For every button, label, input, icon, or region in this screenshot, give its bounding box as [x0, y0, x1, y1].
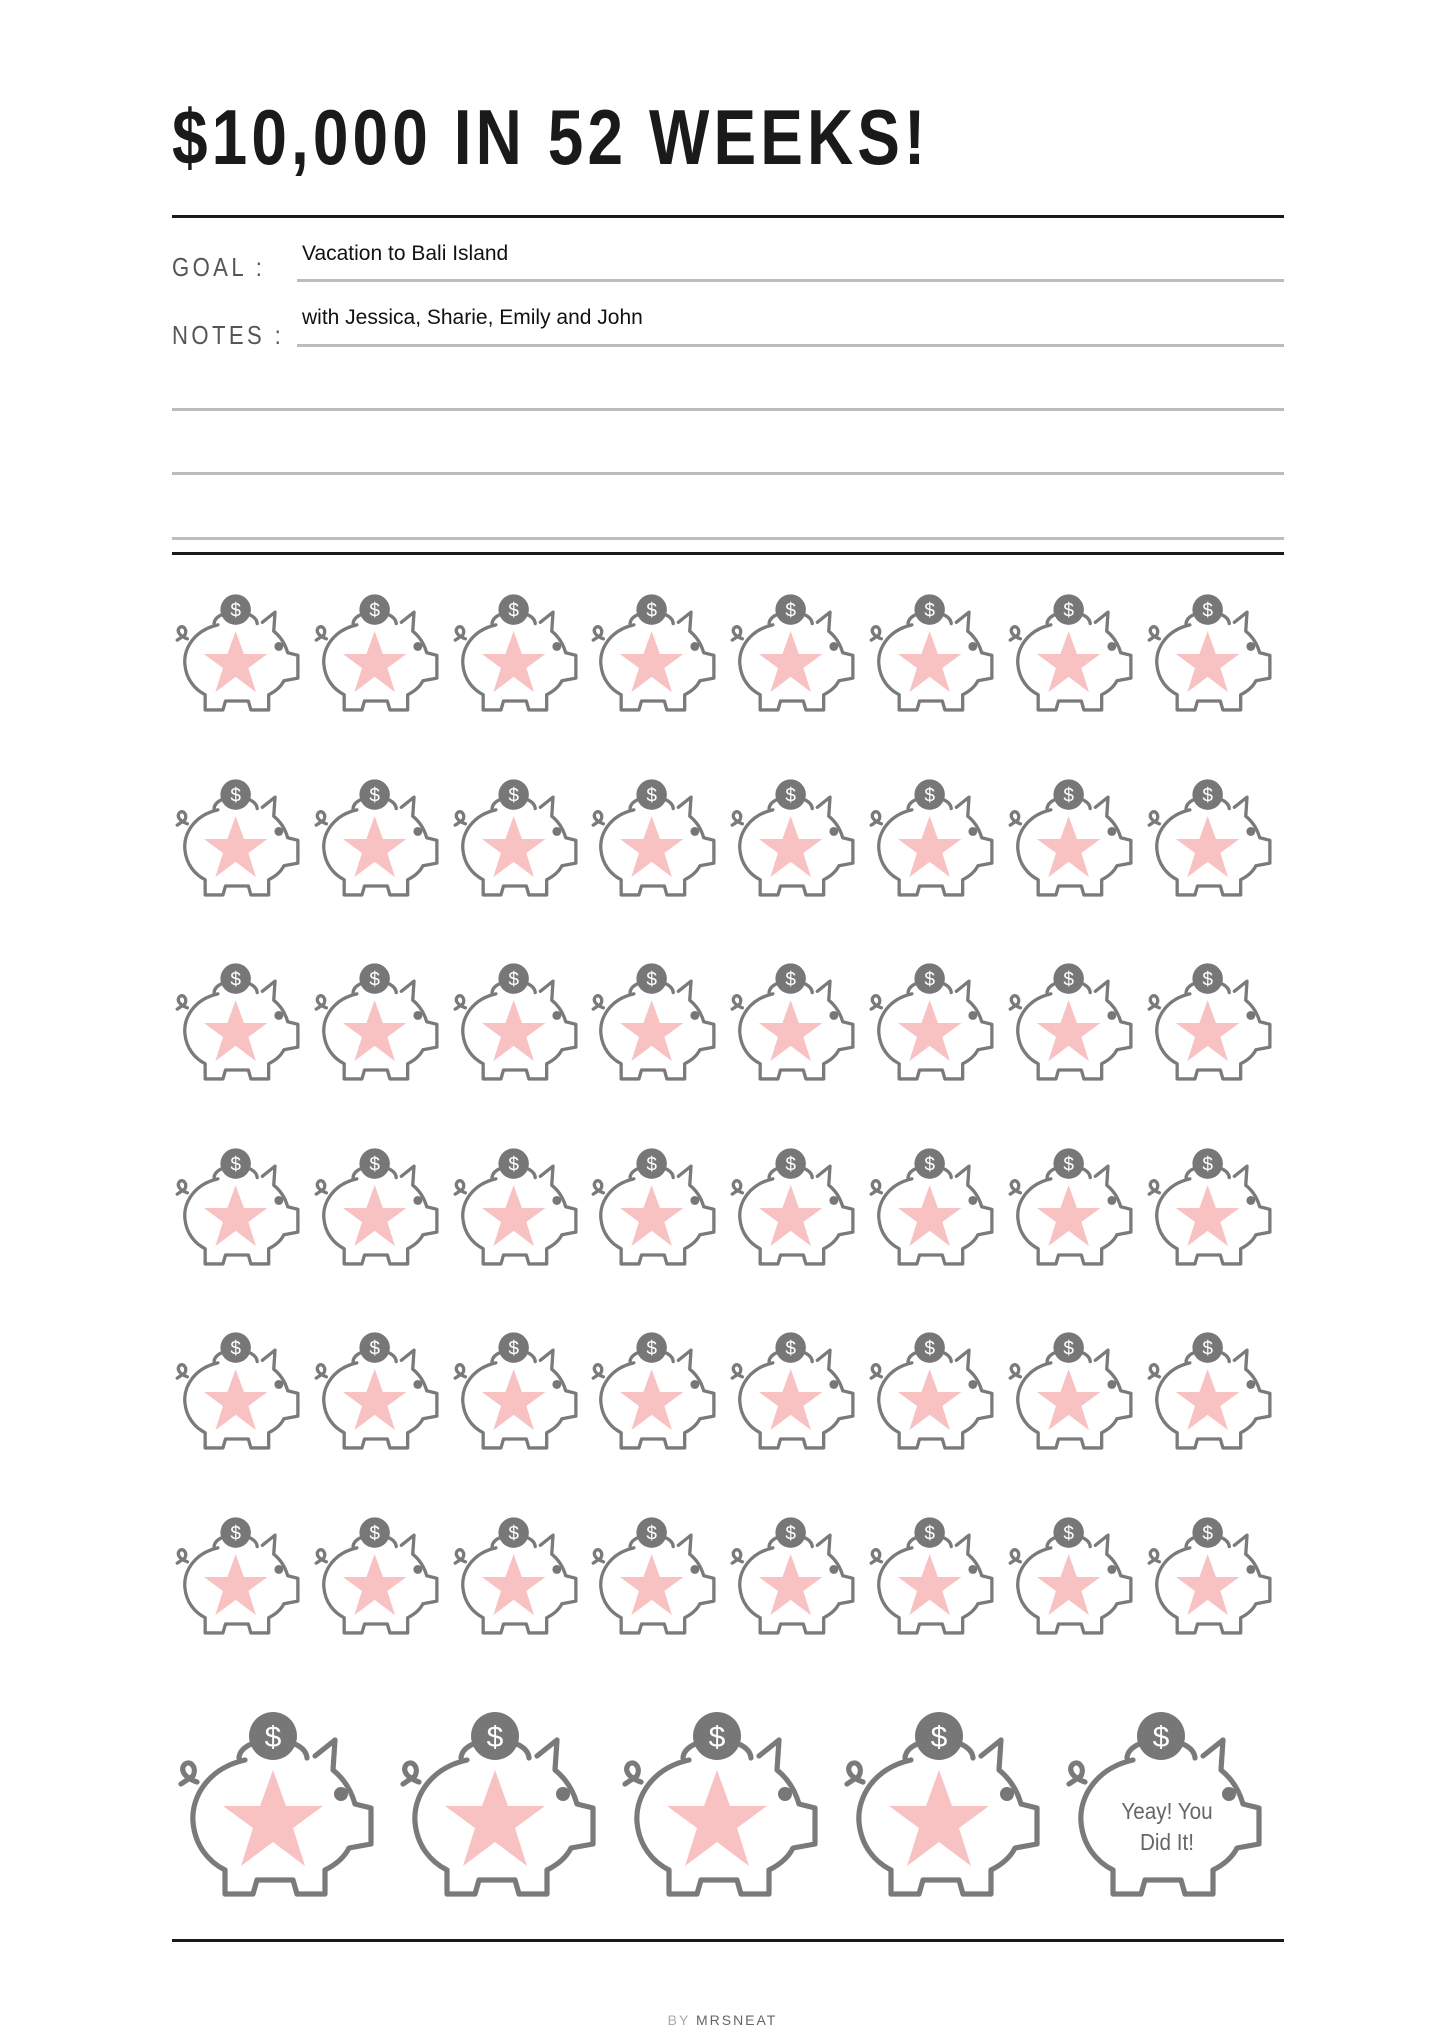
- week-pig-5[interactable]: [727, 588, 867, 715]
- piggy-bank-icon: [594, 1148, 715, 1264]
- piggy-bank-icon: [732, 1333, 853, 1449]
- week-pig-32[interactable]: [1144, 1142, 1284, 1269]
- piggy-bank-icon: [1010, 1148, 1131, 1264]
- week-pig-36[interactable]: [588, 1326, 728, 1453]
- week-pig-25[interactable]: [172, 1142, 312, 1269]
- piggy-bank-icon: [455, 1148, 576, 1264]
- final-message: [1100, 1796, 1235, 1858]
- piggy-bank-icon: [177, 1148, 298, 1264]
- week-pig-13[interactable]: [727, 773, 867, 900]
- week-pig-15[interactable]: [1005, 773, 1145, 900]
- week-pig-20[interactable]: [588, 957, 728, 1084]
- piggy-bank-icon: [594, 779, 715, 895]
- week-pig-38[interactable]: [866, 1326, 1006, 1453]
- piggy-bank-icon: [732, 1517, 853, 1633]
- piggy-bank-icon: [1010, 594, 1131, 710]
- week-pig-12[interactable]: [588, 773, 728, 900]
- piggy-bank-icon: [1010, 1333, 1131, 1449]
- piggy-bank-icon: [1149, 594, 1270, 710]
- week-pig-10[interactable]: [311, 773, 451, 900]
- notes-field[interactable]: with Jessica, Sharie, Emily and John: [302, 306, 643, 329]
- piggy-bank-icon: [1149, 779, 1270, 895]
- week-pig-24[interactable]: [1144, 957, 1284, 1084]
- piggy-bank-icon: [1149, 964, 1270, 1080]
- week-pig-26[interactable]: [311, 1142, 451, 1269]
- week-pig-31[interactable]: [1005, 1142, 1145, 1269]
- piggy-bank-icon: [403, 1712, 593, 1894]
- piggy-bank-icon: [316, 1333, 437, 1449]
- week-pig-40[interactable]: [1144, 1326, 1284, 1453]
- notes-label: NOTES :: [172, 320, 285, 350]
- piggy-bank-icon: [455, 1517, 576, 1633]
- week-pig-34[interactable]: [311, 1326, 451, 1453]
- piggy-bank-icon: [625, 1712, 815, 1894]
- week-pig-22[interactable]: [866, 957, 1006, 1084]
- piggy-bank-icon: [177, 779, 298, 895]
- piggy-bank-icon: [847, 1712, 1037, 1894]
- week-pig-14[interactable]: [866, 773, 1006, 900]
- notes-line: [172, 408, 1284, 411]
- piggy-bank-icon: [316, 779, 437, 895]
- week-pig-49[interactable]: [172, 1702, 394, 1902]
- footer-by: BY: [667, 2012, 691, 2028]
- week-pig-41[interactable]: [172, 1511, 312, 1638]
- piggy-bank-icon: [177, 964, 298, 1080]
- piggy-bank-icon: [455, 594, 576, 710]
- piggy-bank-icon: [732, 1148, 853, 1264]
- week-pig-3[interactable]: [450, 588, 590, 715]
- piggy-bank-icon: [871, 964, 992, 1080]
- week-pig-45[interactable]: [727, 1511, 867, 1638]
- piggy-bank-icon: [455, 1333, 576, 1449]
- piggy-bank-icon: [732, 964, 853, 1080]
- week-pig-39[interactable]: [1005, 1326, 1145, 1453]
- week-pig-2[interactable]: [311, 588, 451, 715]
- piggy-bank-icon: [594, 1333, 715, 1449]
- piggy-bank-icon: [871, 594, 992, 710]
- piggy-bank-icon: [1149, 1333, 1270, 1449]
- week-pig-43[interactable]: [450, 1511, 590, 1638]
- piggy-bank-icon: [316, 964, 437, 1080]
- week-pig-21[interactable]: [727, 957, 867, 1084]
- week-pig-42[interactable]: [311, 1511, 451, 1638]
- piggy-bank-icon: [871, 1517, 992, 1633]
- final-message-line1: Yeay! You: [1121, 1798, 1213, 1824]
- title-divider: [172, 215, 1284, 218]
- week-pig-30[interactable]: [866, 1142, 1006, 1269]
- week-pig-7[interactable]: [1005, 588, 1145, 715]
- week-pig-4[interactable]: [588, 588, 728, 715]
- week-pig-35[interactable]: [450, 1326, 590, 1453]
- piggy-bank-icon: [1010, 779, 1131, 895]
- week-pig-9[interactable]: [172, 773, 312, 900]
- week-pig-17[interactable]: [172, 957, 312, 1084]
- piggy-bank-icon: [1149, 1517, 1270, 1633]
- final-message-line2: Did It!: [1139, 1829, 1195, 1855]
- week-pig-19[interactable]: [450, 957, 590, 1084]
- goal-label: GOAL :: [172, 252, 266, 282]
- piggy-bank-icon: [177, 594, 298, 710]
- piggy-bank-icon: [594, 1517, 715, 1633]
- week-pig-50[interactable]: [394, 1702, 616, 1902]
- week-pig-37[interactable]: [727, 1326, 867, 1453]
- piggy-bank-icon: [177, 1517, 298, 1633]
- piggy-bank-icon: [455, 964, 576, 1080]
- notes-underline: [297, 344, 1284, 347]
- week-pig-44[interactable]: [588, 1511, 728, 1638]
- footer-brand: MRSNEAT: [695, 2012, 778, 2028]
- week-pig-51[interactable]: [616, 1702, 838, 1902]
- week-pig-8[interactable]: [1144, 588, 1284, 715]
- notes-line: [172, 537, 1284, 540]
- goal-underline: [297, 279, 1284, 282]
- section-divider: [172, 552, 1284, 555]
- week-pig-27[interactable]: [450, 1142, 590, 1269]
- week-pig-48[interactable]: [1144, 1511, 1284, 1638]
- week-pig-47[interactable]: [1005, 1511, 1145, 1638]
- week-pig-52[interactable]: [838, 1702, 1060, 1902]
- notes-line: [172, 472, 1284, 475]
- week-pig-6[interactable]: [866, 588, 1006, 715]
- week-pig-1[interactable]: [172, 588, 312, 715]
- week-pig-33[interactable]: [172, 1326, 312, 1453]
- piggy-bank-icon: [1149, 1148, 1270, 1264]
- week-pig-18[interactable]: [311, 957, 451, 1084]
- piggy-bank-icon: [181, 1712, 371, 1894]
- piggy-bank-icon: [455, 779, 576, 895]
- piggy-bank-icon: [871, 779, 992, 895]
- footer: [0, 2012, 1445, 2028]
- goal-field[interactable]: Vacation to Bali Island: [302, 242, 509, 265]
- piggy-bank-icon: [316, 1148, 437, 1264]
- piggy-bank-icon: [732, 779, 853, 895]
- page-title: $10,000 IN 52 WEEKS!: [172, 93, 930, 181]
- piggy-bank-icon: [1010, 1517, 1131, 1633]
- bottom-divider: [172, 1939, 1284, 1942]
- piggy-bank-icon: [316, 1517, 437, 1633]
- piggy-bank-icon: [177, 1333, 298, 1449]
- piggy-bank-icon: [594, 964, 715, 1080]
- piggy-bank-icon: [1010, 964, 1131, 1080]
- piggy-bank-icon: [594, 594, 715, 710]
- week-pig-11[interactable]: [450, 773, 590, 900]
- week-pig-46[interactable]: [866, 1511, 1006, 1638]
- week-pig-28[interactable]: [588, 1142, 728, 1269]
- piggy-bank-icon: [871, 1148, 992, 1264]
- piggy-bank-icon: [732, 594, 853, 710]
- week-pig-29[interactable]: [727, 1142, 867, 1269]
- week-pig-16[interactable]: [1144, 773, 1284, 900]
- piggy-bank-icon: [871, 1333, 992, 1449]
- piggy-bank-icon: [316, 594, 437, 710]
- week-pig-23[interactable]: [1005, 957, 1145, 1084]
